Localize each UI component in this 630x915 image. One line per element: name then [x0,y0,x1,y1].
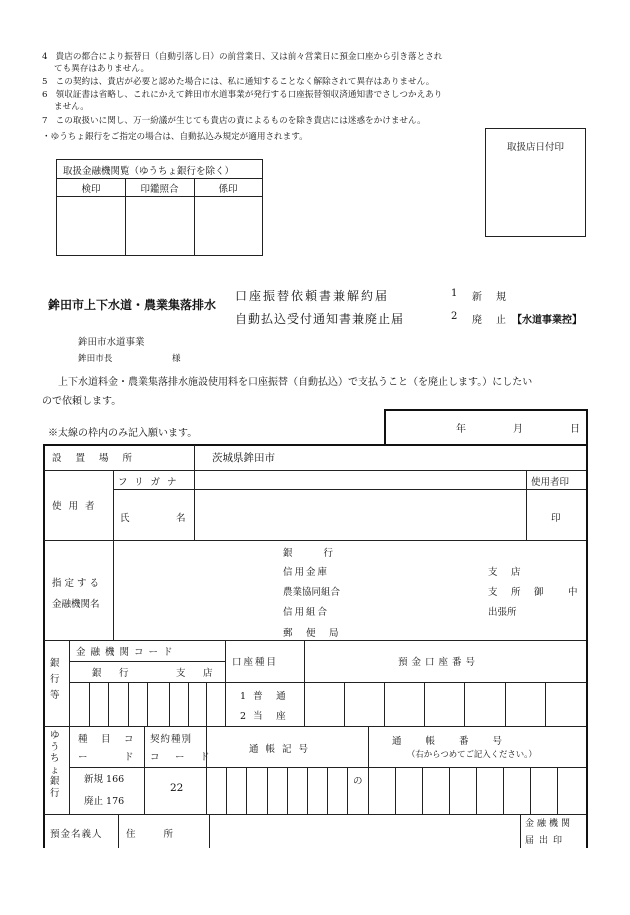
date-year[interactable]: 年 [456,424,466,435]
yucho-label: ゆうちょ銀行 [50,730,60,799]
stamp-box [485,128,586,237]
user-seal-mark: 印 [551,513,561,524]
note-text: 貴店の都合により振替日（自動引落し日）の前営業日、又は前々営業日に預金口座から引き落とされ [55,52,443,62]
option-1-number: 1 [451,288,458,299]
location-value[interactable]: 茨城県鉾田市 [212,452,275,464]
note-4-cont: ても異存はありません。 [54,64,150,74]
branch-col-label: 支 店 [176,668,217,679]
addressee-mayor: 鉾田市長 [78,354,113,364]
note-number: 5 [42,77,48,87]
passbook-no-char: の [353,776,363,787]
passbook-number-label: 通帳番号 [392,736,527,747]
account-type-ordinary[interactable]: 1 普 通 [240,691,288,702]
stamp-box-title: 取扱店日付印 [506,142,564,153]
type-code-label-b: ー ド [78,752,136,763]
name-field[interactable] [196,492,524,538]
note-5 [42,77,434,88]
bank-type-credit-union[interactable]: 信用組合 [283,607,330,618]
bank-type-post[interactable]: 郵 便 局 [283,628,341,639]
user-label: 使用者 [52,501,102,512]
addressee-org: 鉾田市水道事業 [78,337,145,348]
account-type-label: 口座種目 [232,657,279,668]
option-cancel: 廃 止 [472,315,508,326]
note-text: この取扱いに関し、万一紛議が生じても貴店の責によるものを除き貴店には迷惑をかけません。 [55,116,426,126]
note-6 [42,90,442,101]
date-day[interactable]: 日 [570,424,580,435]
type-code-cancel[interactable]: 廃止 176 [84,796,125,807]
review-col-clerk: 係印 [218,184,238,195]
holder-label: 預金名義人 [50,829,103,840]
note-text: この契約は、貴店が必要と認めた場合には、私に通知することなく解除されて異存はありません。 [55,77,435,87]
note-7 [42,116,426,127]
bank-type-ja[interactable]: 農業協同組合 [283,587,341,598]
body-text-line1: 上下水道料金・農業集落排水施設使用料を口座振替（自動払込）で支払うこと（を廃止します。）にしたい [58,377,533,388]
branch-suffix: 中 [568,587,578,598]
option-new: 新 規 [472,292,508,303]
inst-code-label: 金融機関コード [76,647,178,658]
bank-col-label: 銀 行 [92,668,133,679]
note-6-cont: ません。 [54,102,89,112]
review-box [56,159,263,256]
user-seal-label: 使用者印 [531,477,570,488]
note-number: 7 [42,116,48,126]
address-field[interactable] [211,816,519,846]
contract-code-label-b: コ ー ド [150,752,213,763]
furigana-label: フリガナ [118,477,184,488]
type-code-label-a: 種 目 コ [78,734,136,745]
header-org: 鉾田市上下水道・農業集落排水 [48,298,217,312]
type-code-new[interactable]: 新規 166 [84,774,125,785]
bank-type-shinkin[interactable]: 信用金庫 [283,567,330,578]
addressee-honorific: 様 [172,354,181,364]
account-number-label: 預金口座番号 [398,657,480,668]
body-text-line2: ので依頼します。 [42,396,122,407]
passbook-hint: （右からつめてご記入ください。） [407,749,537,759]
header-tag: 【水道事業控】 [512,315,582,326]
passbook-symbol-label: 通帳記号 [249,744,316,755]
bank-label-2: 金融機関名 [52,599,100,610]
note-number: 4 [42,52,48,62]
date-month[interactable]: 月 [513,424,523,435]
bank-label-1: 指定する [52,578,103,589]
branch-type-office[interactable]: 支 所 御 [488,587,546,598]
review-col-seal-check: 印鑑照合 [140,184,179,195]
review-col-inspection: 検印 [81,184,101,195]
inst-seal-label-b: 届出印 [525,836,568,846]
address-label: 住 所 [126,829,177,840]
header-title-2: 自動払込受付通知書兼廃止届 [235,312,405,326]
name-label-last: 名 [176,513,186,524]
bank-etc-label: 銀行等 [50,658,60,701]
branch-type-branch[interactable]: 支 店 [488,567,523,578]
branch-type-sub[interactable]: 出張所 [488,607,517,618]
bank-type-bank[interactable]: 銀 行 [283,548,338,559]
name-label-first: 氏 [120,513,130,524]
header-title-1: 口座振替依頼書兼解約届 [235,289,390,303]
location-label: 設置場所 [52,453,147,464]
form-notice: ※太線の枠内のみ記入願います。 [48,428,198,439]
note-4 [42,52,442,63]
account-type-current[interactable]: 2 当 座 [240,711,288,722]
note-text: 領収証書は省略し、これにかえて鉾田市水道事業が発行する口座振替領収済通知書でさしつかえあり [55,90,443,100]
note-number: 6 [42,90,48,100]
review-box-title: 取扱金融機関覧（ゆうちょ銀行を除く） [63,166,235,177]
option-2-number: 2 [451,311,458,322]
contract-code-label-a: 契約種別 [150,734,193,745]
contract-code-value: 22 [170,782,184,794]
inst-seal-label-a: 金融機関 [525,819,574,829]
yucho-note: ・ゆうちょ銀行をご指定の場合は、自動払込み規定が適用されます。 [42,132,308,142]
